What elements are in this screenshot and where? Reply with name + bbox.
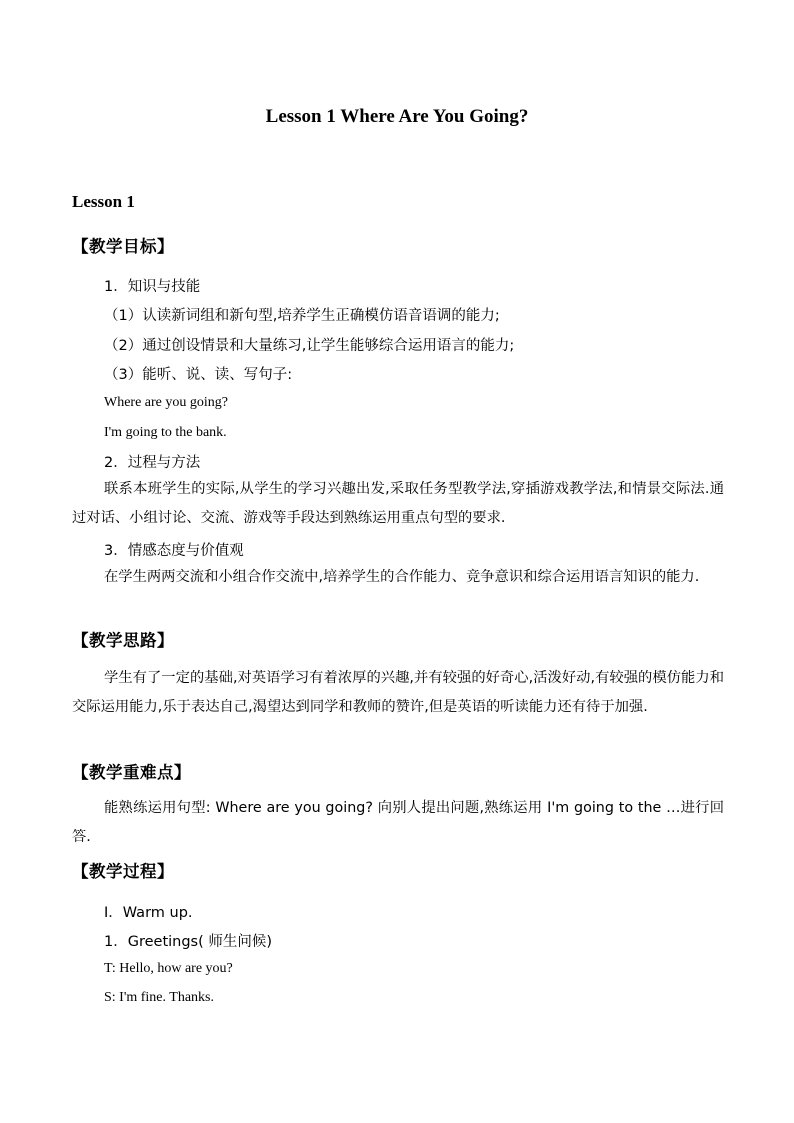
key-points-text: 能熟练运用句型: Where are you going? 向别人提出问题,熟练运用 I'm going to the …进行回答. [72,800,724,845]
objective-sub-item-1: （1）认读新词组和新句型,培养学生正确模仿语音语调的能力; [104,308,500,324]
target-sentence-1: Where are you going? [104,395,228,410]
thinking-heading: 【教学思路】 [72,631,174,650]
lesson-label: Lesson 1 [72,192,135,211]
objective-sub-item-2: （2）通过创设情景和大量练习,让学生能够综合运用语言的能力; [104,338,515,354]
greetings-item: 1．Greetings( 师生问候) [104,934,273,950]
process-heading: 【教学过程】 [72,862,174,881]
target-sentence-2: I'm going to the bank. [104,425,227,440]
process-methods-text: 联系本班学生的实际,从学生的学习兴趣出发,采取任务型教学法,穿插游戏教学法,和情景交际法.通过对话、小组讨论、交流、游戏等手段达到熟练运用重点句型的要求. [72,481,724,526]
dialogue-student-line: S: I'm fine. Thanks. [104,990,214,1005]
warm-up-step: Ⅰ．Warm up. [104,905,193,921]
objectives-heading: 【教学目标】 [72,237,174,256]
attitude-values-heading: 3．情感态度与价值观 [104,543,244,559]
knowledge-skills-heading: 1．知识与技能 [104,279,201,295]
objective-sub-item-3: （3）能听、说、读、写句子: [104,367,293,383]
key-points-heading: 【教学重难点】 [72,763,191,782]
process-methods-heading: 2．过程与方法 [104,455,201,471]
attitude-values-text: 在学生两两交流和小组合作交流中,培养学生的合作能力、竞争意识和综合运用语言知识的能力. [104,569,700,585]
document-title: Lesson 1 Where Are You Going? [265,106,529,127]
dialogue-teacher-line: T: Hello, how are you? [104,961,233,976]
thinking-text: 学生有了一定的基础,对英语学习有着浓厚的兴趣,并有较强的好奇心,活泼好动,有较强的模仿能力和交际运用能力,乐于表达自己,渴望达到同学和教师的赞许,但是英语的听读能力还有待于加强. [72,670,724,715]
